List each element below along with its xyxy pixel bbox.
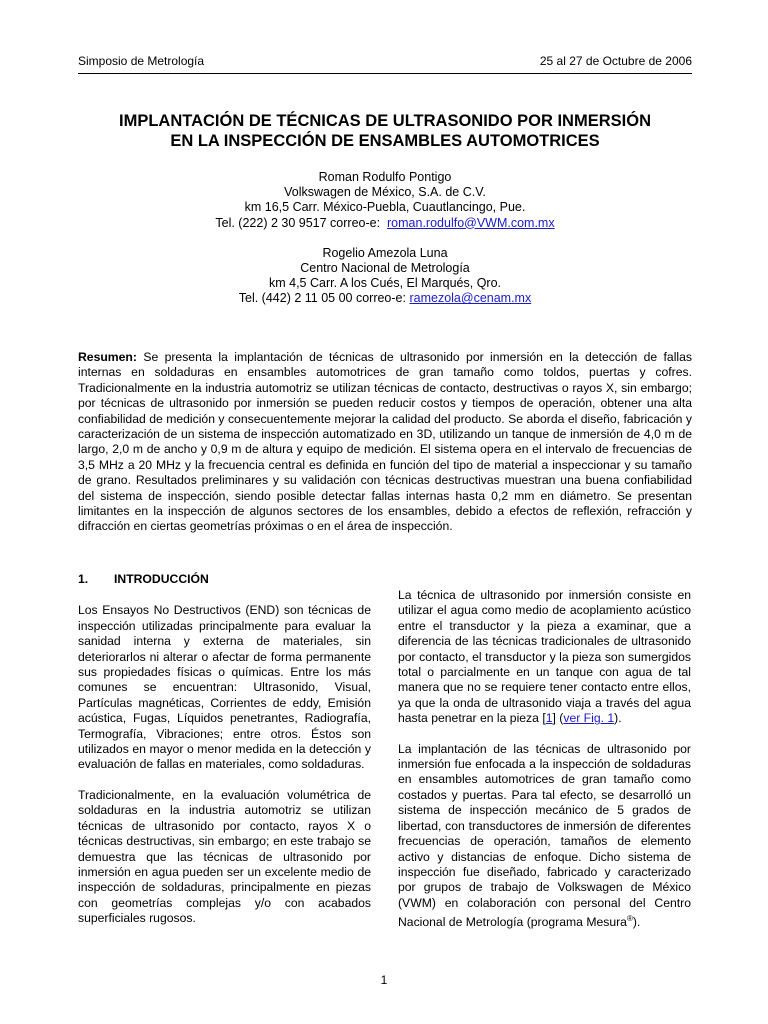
abstract-label: Resumen: [78,350,137,364]
author-block [78,246,692,307]
author-affiliation: Centro Nacional de Metrología [300,261,470,276]
author-address: km 16,5 Carr. México-Puebla, Cuautlancingo, Pue. [244,200,526,215]
author-list [78,170,692,322]
author-phone: Tel. (222) 2 30 9517 correo-e: [215,215,381,230]
left-column [78,572,371,942]
paragraph: Tradicionalmente, en la evaluación volumétrica de soldaduras en la industria automotriz se utilizan técnicas de ultrasonido por contacto, rayos X o técnicas destructivas, sin embargo; en este trabajo se demuestra que las técnicas de ultrasonido por inmersión en agua pueden ser un excelente medio de inspección de soldaduras, principalmente en piezas con geometrías complejas y/o con acabados superficiales rugosos. [78,787,371,926]
conference-name: Simposio de Metrología [78,54,205,68]
author-name: Roman Rodulfo Pontigo [318,170,452,184]
author-affiliation: Volkswagen de México, S.A. de C.V. [284,185,486,200]
citation-link[interactable]: 1 [545,711,553,726]
paragraph-end: ). [632,915,641,930]
abstract [78,350,692,535]
author-name: Rogelio Amezola Luna [322,245,448,260]
title-line-1: IMPLANTACIÓN DE TÉCNICAS DE ULTRASONIDO POR INMERSIÓN [119,112,651,130]
author-address: km 4,5 Carr. A los Cués, El Marqués, Qro. [268,276,502,291]
author-contact [78,291,692,306]
page-header [78,54,692,74]
paragraph: La técnica de ultrasonido por inmersión consiste en utilizar el agua como medio de acoplamiento acústico entre el transductor y la pieza a examinar, que a diferencia de las técnicas tradicionales de ultrasonido por contacto, el transductor y la pieza son sumergidos total o parcialmente en un tanque con agua de tal manera que no se requiere tener contacto entre ellos, ya que la onda de ultrasonido viaja a través del agua hasta penetrar en la pieza [1] (ver Fig. 1). [398,588,691,726]
author-contact [78,216,692,231]
section-number: 1. [78,572,89,586]
title-line-2: EN LA INSPECCIÓN DE ENSAMBLES AUTOMOTRICES [170,132,600,150]
paragraph-text: La implantación de las técnicas de ultrasonido por inmersión fue enfocada a la inspección de soldaduras en ensambles automotrices de gran tamaño como costados y puertas. Para tal efecto, se desarrolló un sistema de inspección mecánico de 5 grados de libertad, con transductores de inmersión de diferentes frecuencias de operación, tamaños de elemento activo y distancias de enfoque. Dicho sistema de inspección fue diseñado, fabricado y caracterizado por grupos de trabajo de Volkswagen de México (VWM) en colaboración con personal del Centro Nacional de Metrología (programa Mesura [398,741,691,930]
right-column [398,588,691,946]
author-email-link[interactable]: roman.rodulfo@VWM.com.mx [387,215,555,230]
author-phone: Tel. (442) 2 11 05 00 correo-e: [238,291,406,306]
paragraph: Los Ensayos No Destructivos (END) son técnicas de inspección utilizadas principalmente para evaluar la sanidad interna y externa de materiales, sin deteriorarlos ni alterar o afectar de forma permanente sus propiedades físicas o químicas. Entre los más comunes se encuentran: Ultrasonido, Visual, Partículas magnéticas, Corrientes de eddy, Emisión acústica, Fugas, Líquidos penetrantes, Radiografía, Termografía, Vibraciones; entre otros. Éstos son utilizados en mayor o menor medida en la detección y evaluación de fallas en materiales, como soldaduras. [78,603,371,772]
section-heading [78,572,371,587]
abstract-text: Se presenta la implantación de técnicas de ultrasonido por inmersión en la detección de fallas internas en soldaduras en ensambles automotrices de gran tamaño como toldos, puertas y cofres. Tradicionalmente en la industria automotriz se utilizan técnicas de contacto, destructivas o rayos X, sin embargo; por técnicas de ultrasonido por inmersión se pueden reducir costos y tiempos de operación, obtener una alta confiabilidad de medición y consecuentemente mejorar la calidad del producto. Se aborda el diseño, fabricación y caracterización de un sistema de inspección automatizado en 3D, utilizando un tanque de inmersión de 4,0 m de largo, 2,0 m de ancho y 0,9 m de altura y equipo de medición. El sistema opera en el intervalo de frecuencias de 3,5 MHz a 20 MHz y la frecuencia central es definida en función del tipo de material a inspeccionar y su tamaño de grano. Resultados preliminares y su validación con técnicas destructivas muestran una buena confiabilidad del sistema de inspección, siendo posible detectar fallas internas hasta 0,2 mm en diámetro. Se presentan limitantes en la inspección de algunos sectores de los ensambles, debido a efectos de reflexión, refracción y difracción en ciertas geometrías próximas o en el área de inspección. [78,350,693,534]
paragraph-text: La técnica de ultrasonido por inmersión consiste en utilizar el agua como medio de acoplamiento acústico entre el transductor y la pieza a examinar, que a diferencia de las técnicas tradicionales de ultrasonido por contacto, el transductor y la pieza son sumergidos total o parcialmente en un tanque con agua de tal manera que no se requiere tener contacto entre ellos, ya que la onda de ultrasonido viaja a través del agua hasta penetrar en la pieza [398,588,691,726]
author-email-link[interactable]: ramezola@cenam.mx [409,291,532,306]
paper-title [78,111,692,151]
conference-date: 25 al 27 de Octubre de 2006 [539,54,692,68]
page-number: 1 [380,973,388,987]
paragraph [398,742,691,931]
section-title: INTRODUCCIÓN [114,572,209,586]
figure-link[interactable]: ver Fig. 1 [563,711,615,726]
registered-mark: ® [626,914,633,924]
author-block [78,170,692,231]
